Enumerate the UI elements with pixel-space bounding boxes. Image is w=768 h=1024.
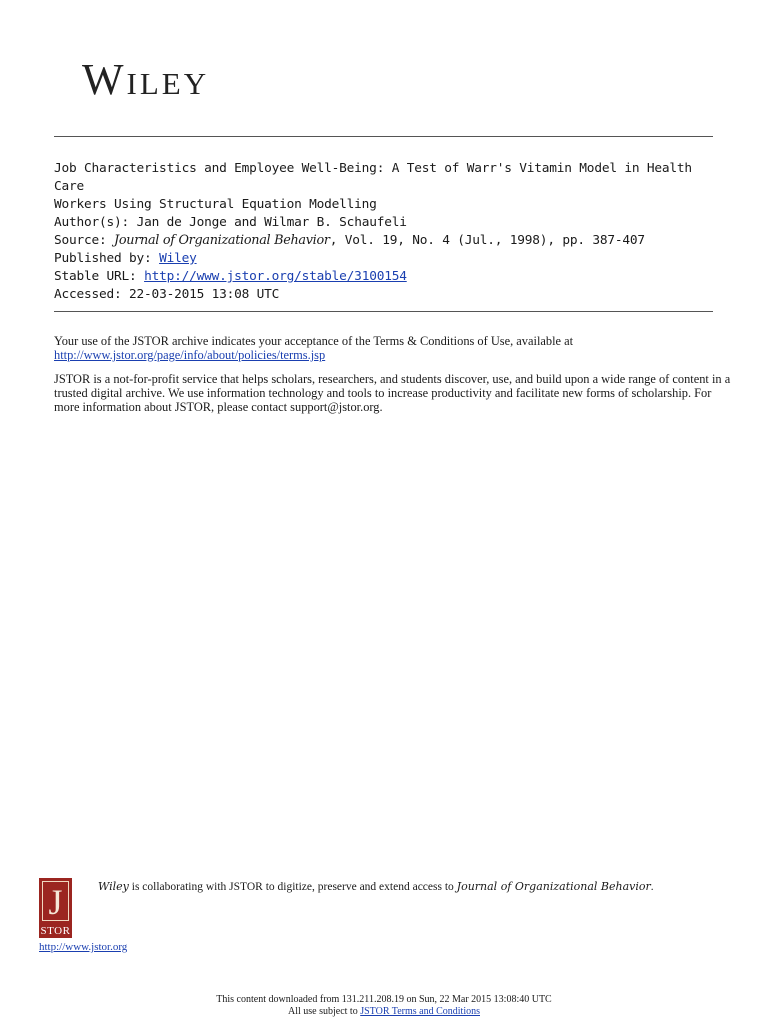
source-row <box>54 232 714 250</box>
jstor-logo-letter: J <box>42 881 69 921</box>
wiley-logo: Wiley <box>82 55 210 104</box>
terms-notice-text: Your use of the JSTOR archive indicates your acceptance of the Terms & Conditions of Use, available at <box>54 334 574 348</box>
download-notice: This content downloaded from 131.211.208.19 on Sun, 22 Mar 2015 13:08:40 UTC <box>216 994 552 1005</box>
source-details: , Vol. 19, No. 4 (Jul., 1998), pp. 387-407 <box>329 233 645 248</box>
footer <box>0 994 768 1018</box>
authors-value: Jan de Jonge and Wilmar B. Schaufeli <box>136 215 407 230</box>
terms-notice <box>54 334 734 362</box>
terms-footer-prefix: All use subject to <box>288 1006 361 1017</box>
jstor-home-link[interactable]: http://www.jstor.org <box>39 941 128 953</box>
collab-journal: Journal of Organizational Behavior <box>456 880 651 893</box>
source-label: Source: <box>54 233 115 248</box>
publisher-row <box>54 250 714 268</box>
middle-divider <box>54 311 713 312</box>
jstor-logo-word: STOR <box>40 925 71 937</box>
jstor-description: JSTOR is a not-for-profit service that helps scholars, researchers, and students discover, use, and build upon a wide range of content in a trusted digital archive. We use information technology and tools to increase productivity and facilitate new forms of scholarship. For more information about JSTOR, please contact support@jstor.org. <box>54 372 731 414</box>
collab-text: is collaborating with JSTOR to digitize, preserve and extend access to <box>128 881 457 893</box>
article-title-line-1: Job Characteristics and Employee Well-Being: A Test of Warr's Vitamin Model in Health Care <box>54 161 692 194</box>
source-journal: Journal of Organizational Behavior <box>114 233 330 248</box>
jstor-logo[interactable] <box>39 878 72 938</box>
article-title-line-2: Workers Using Structural Equation Modelling <box>54 197 377 212</box>
authors-row <box>54 214 714 232</box>
jstor-terms-link[interactable]: JSTOR Terms and Conditions <box>360 1006 480 1017</box>
publisher-link[interactable]: Wiley <box>159 251 197 266</box>
terms-link[interactable]: http://www.jstor.org/page/info/about/policies/terms.jsp <box>54 348 326 362</box>
citation-block <box>54 160 714 304</box>
terms-block <box>54 334 734 424</box>
authors-label: Author(s): <box>54 215 137 230</box>
publisher-label: Published by: <box>54 251 160 266</box>
stable-url-label: Stable URL: <box>54 269 145 284</box>
top-divider <box>54 136 713 137</box>
accessed-value: 22-03-2015 13:08 UTC <box>129 287 280 302</box>
stable-url-link[interactable]: http://www.jstor.org/stable/3100154 <box>144 269 407 284</box>
collab-publisher: Wiley <box>98 880 129 893</box>
accessed-row <box>54 286 714 304</box>
accessed-label: Accessed: <box>54 287 130 302</box>
collab-end: . <box>650 881 654 893</box>
terms-footer <box>0 1006 768 1018</box>
stable-url-row <box>54 268 714 286</box>
collaboration-statement <box>98 880 718 893</box>
